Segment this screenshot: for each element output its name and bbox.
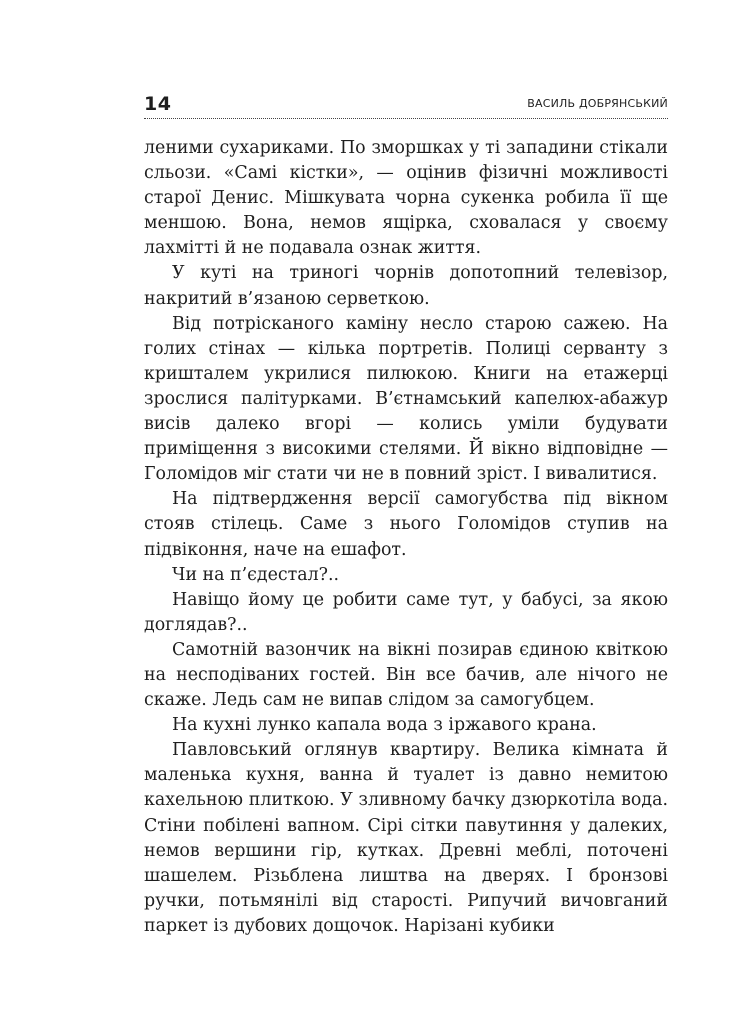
body-text (144, 136, 668, 939)
page-number: 14 (144, 93, 172, 115)
paragraph: Чи на п’єдестал?.. (172, 564, 340, 585)
page-header (144, 92, 668, 116)
paragraph: На підтвердження версії самогубства під вікном стояв стілець. Саме з нього Голомідов ступив на підвіконня, наче на ешафот. (144, 489, 668, 560)
paragraph: У куті на триногі чорнів допотопний телевізор, накритий в’язаною серветкою. (144, 263, 668, 309)
paragraph: Від потрісканого каміну несло старою сажею. На голих стінах — кілька портретів. Полиці серванту з кришталем укрилися пилюкою. Книги на етажерці зрослися палітурками. В’єтнамський капелюх-абажур висів далеко вгорі — колись уміли будувати приміщення з високими стелями. Й вікно відповідне — Голомідов міг стати чи не в повний зріст. І вивалитися. (144, 313, 668, 485)
paragraph: На кухні лунко капала вода з іржавого крана. (172, 715, 597, 736)
running-head-author: ВАСИЛЬ ДОБРЯНСЬКИЙ (527, 97, 668, 110)
paragraph: Самотній вазончик на вікні позирав єдиною квіткою на несподіваних гостей. Він все бачив, але нічого не скаже. Ледь сам не випав слідом за самогубцем. (144, 639, 668, 711)
header-divider (144, 118, 668, 119)
paragraph: леними сухариками. По зморшках у ті западини стікали сльози. «Самі кістки», — оцінив фізичні можливості старої Денис. Мішкувата чорна сукенка робила її ще меншою. Вона, немов ящірка, сховалася у своєму лахмітті й не подавала ознак життя. (144, 138, 668, 259)
paragraph: Павловський оглянув квартиру. Велика кімната й маленька кухня, ванна й туалет із давно немитою кахельною плиткою. У зливному бачку дзюркотіла вода. Стіни побілені вапном. Сірі сітки павутиння у далеких, немов вершини гір, кутках. Древні меблі, поточені шашелем. Різьблена лиштва на дверях. І бронзові ручки, потьмянілі від старості. Рипучий вичовганий паркет із дубових дощочок. Нарізані кубики (144, 740, 668, 936)
paragraph: Навіщо йому це робити саме тут, у бабусі, за якою доглядав?.. (144, 589, 668, 635)
